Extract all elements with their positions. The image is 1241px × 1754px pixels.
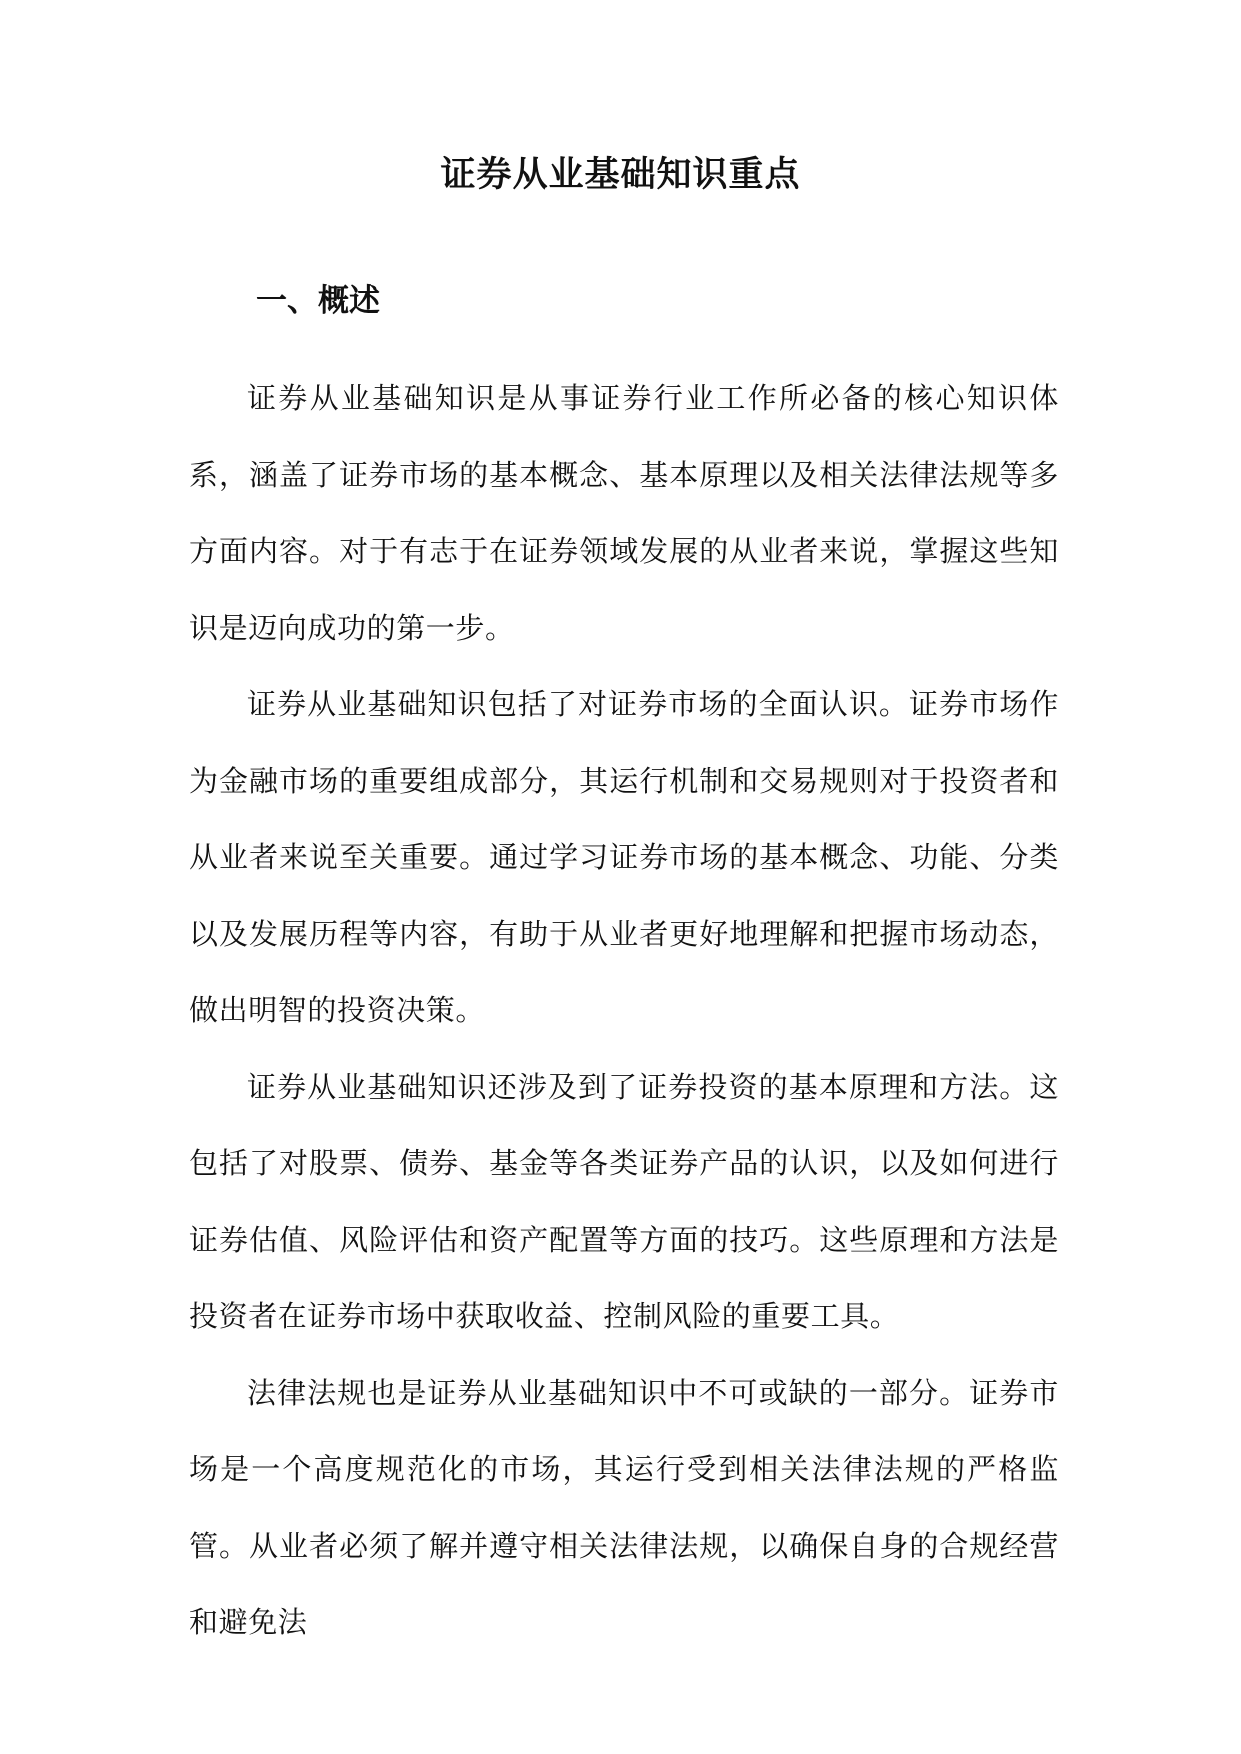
paragraph: 证券从业基础知识是从事证券行业工作所必备的核心知识体系，涵盖了证券市场的基本概念、基本原理以及相关法律法规等多方面内容。对于有志于在证券领域发展的从业者来说，掌握这些知识是迈向成功的第一步。: [189, 381, 1059, 645]
paragraph: 证券从业基础知识包括了对证券市场的全面认识。证券市场作为金融市场的重要组成部分，其运行机制和交易规则对于投资者和从业者来说至关重要。通过学习证券市场的基本概念、功能、分类以及发展历程等内容，有助于从业者更好地理解和把握市场动态，做出明智的投资决策。: [189, 687, 1059, 1027]
section-heading: 一、概述: [256, 283, 380, 319]
document-body: [189, 360, 1059, 1661]
document-title: 证券从业基础知识重点: [440, 154, 801, 195]
paragraph: 证券从业基础知识还涉及到了证券投资的基本原理和方法。这包括了对股票、债券、基金等各类证券产品的认识，以及如何进行证券估值、风险评估和资产配置等方面的技巧。这些原理和方法是投资者在证券市场中获取收益、控制风险的重要工具。: [189, 1069, 1059, 1333]
paragraph: 法律法规也是证券从业基础知识中不可或缺的一部分。证券市场是一个高度规范化的市场，其运行受到相关法律法规的严格监管。从业者必须了解并遵守相关法律法规，以确保自身的合规经营和避免法: [189, 1375, 1059, 1639]
